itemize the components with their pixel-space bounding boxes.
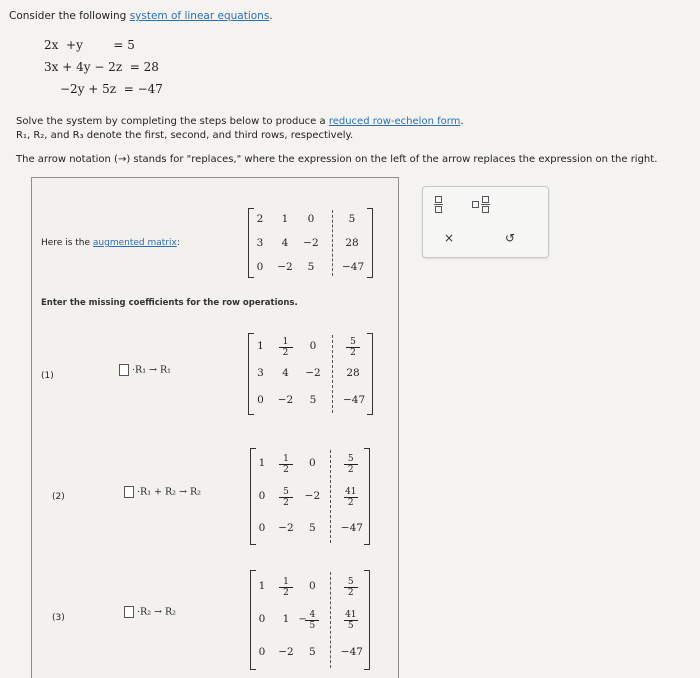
linear-system-link[interactable]: system of linear equations: [129, 10, 270, 22]
matrix-cell: 0: [307, 213, 315, 225]
math-toolbox: [422, 186, 549, 258]
step-3-operation: ·R₂ → R₂: [124, 606, 176, 618]
matrix-cell: −2: [277, 261, 293, 273]
coefficient-input-3[interactable]: [124, 606, 134, 618]
matrix-cell: 5: [348, 213, 356, 225]
step-2-matrix: [250, 448, 370, 545]
coefficient-input-2[interactable]: [124, 486, 134, 498]
undo-button[interactable]: [505, 231, 515, 245]
matrix-cell: −47: [340, 646, 363, 659]
matrix-cell: −2: [278, 646, 294, 659]
step-3-matrix: [250, 570, 370, 670]
step-2-operation: ·R₁ + R₂ → R₂: [124, 486, 201, 498]
matrix-fraction-cell: − 4 5: [305, 610, 319, 631]
matrix-cell: 0: [309, 457, 316, 470]
matrix-cell: 5: [309, 646, 316, 659]
step-1-matrix: [248, 333, 373, 415]
equation-1: 2x +y = 5: [44, 38, 135, 52]
matrix-cell: 5: [307, 261, 315, 273]
step-1-operation: ·R₁ → R₁: [119, 364, 171, 376]
matrix-cell: 2: [256, 213, 264, 225]
matrix-fraction-cell: $\frac{1}{2}$: [279, 337, 293, 358]
intro-text: Consider the following system of linear equations.: [9, 10, 273, 22]
enter-coefficients-label: Enter the missing coefficients for the row operations.: [41, 298, 298, 308]
matrix-cell: 1: [258, 579, 266, 592]
matrix-cell: −2: [304, 489, 321, 502]
matrix-fraction-cell: $\frac{5}{2}$: [346, 337, 360, 358]
matrix-cell: −2: [278, 521, 294, 534]
matrix-fraction-cell: $\frac{5}{2}$: [344, 454, 358, 475]
matrix-cell: 3: [257, 367, 264, 379]
matrix-cell: 0: [258, 646, 266, 659]
matrix-cell: 1: [258, 457, 266, 470]
fraction-button[interactable]: [433, 195, 445, 217]
matrix-fraction-cell: $\frac{41}{2}$: [345, 486, 357, 508]
instructions-line-3: The arrow notation (→) stands for "replaces," where the expression on the left of the arrow replaces the expression on the right.: [16, 154, 658, 165]
matrix-cell: 0: [309, 579, 316, 592]
matrix-fraction-cell: $\frac{1}{2}$: [279, 577, 293, 598]
matrix-cell: 28: [345, 237, 359, 249]
matrix-cell: 3: [256, 237, 264, 249]
matrix-fraction-cell: $\frac{41}{5}$: [345, 610, 357, 631]
matrix-cell: 0: [257, 394, 264, 407]
matrix-fraction-cell: $\frac{5}{2}$: [344, 577, 358, 598]
augmented-matrix-link[interactable]: augmented matrix: [92, 238, 177, 248]
fraction-icon: [433, 195, 445, 213]
matrix-cell: 0: [258, 521, 266, 534]
matrix-cell: 4: [282, 367, 289, 379]
step-2-label: (2): [52, 492, 65, 502]
equation-2: 3x + 4y − 2z = 28: [44, 60, 159, 74]
matrix-cell: 0: [258, 489, 266, 502]
matrix-cell: 5: [309, 394, 317, 407]
matrix-cell: −47: [343, 394, 366, 407]
step-3-label: (3): [52, 613, 65, 623]
matrix-cell: −2: [305, 367, 321, 379]
matrix-cell: −47: [342, 261, 365, 273]
matrix-cell: 0: [309, 339, 317, 352]
close-icon: ×: [444, 231, 455, 245]
mixed-number-button[interactable]: [471, 195, 493, 217]
step-1-label: (1): [41, 371, 54, 381]
matrix-cell: 1: [257, 339, 264, 352]
matrix-cell: 4: [281, 237, 289, 249]
matrix-cell: 5: [309, 521, 316, 534]
undo-icon: ↺: [505, 231, 516, 245]
matrix-cell: 1: [281, 213, 289, 225]
instructions-line-1: Solve the system by completing the steps below to produce a reduced row-echelon form.: [16, 116, 464, 127]
matrix-cell: −47: [340, 521, 363, 534]
matrix-cell: 0: [256, 261, 264, 273]
matrix-fraction-cell: $\frac{1}{2}$: [279, 454, 293, 475]
matrix-cell: 1: [282, 613, 290, 625]
instructions-line-2: R₁, R₂, and R₃ denote the first, second, and third rows, respectively.: [16, 130, 354, 141]
matrix-cell: −2: [277, 394, 294, 407]
matrix-cell: 28: [346, 367, 360, 379]
matrix-cell: −2: [303, 237, 319, 249]
rref-link[interactable]: reduced row-echelon form: [328, 116, 461, 127]
matrix-fraction-cell: $\frac{5}{2}$: [279, 487, 293, 508]
equation-3: −2y + 5z = −47: [60, 82, 163, 96]
matrix-cell: 0: [258, 613, 266, 625]
augmented-label: Here is the augmented matrix:: [41, 238, 180, 248]
mixed-number-icon: [471, 195, 493, 213]
augmented-matrix: [248, 208, 373, 278]
close-button[interactable]: [444, 231, 454, 245]
coefficient-input-1[interactable]: [119, 364, 129, 376]
